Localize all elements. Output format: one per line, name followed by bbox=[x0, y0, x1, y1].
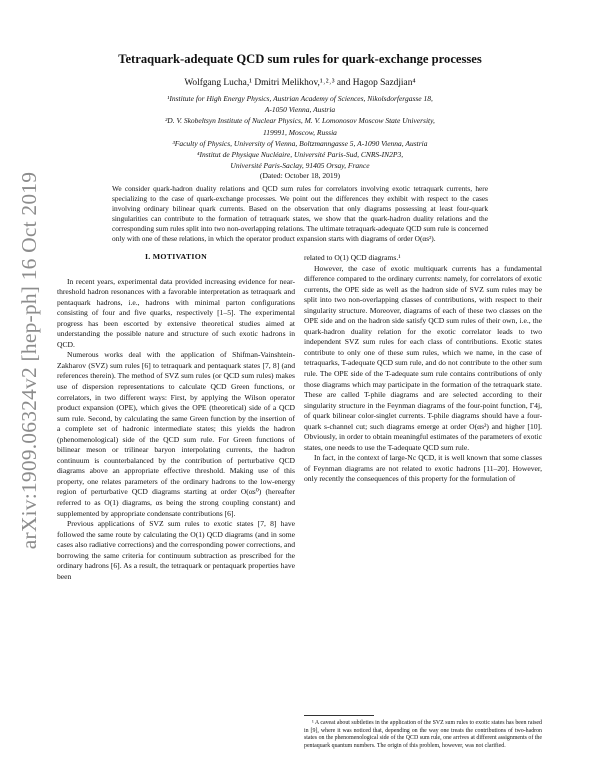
body-paragraph: Numerous works deal with the application of Shifman-Vainshtein-Zakharov (SVZ) sum rules [6] to tetraquark and pentaquark states [7, 8] (and references therein). The method of SVZ sum rules (or QCD sum rules) makes use of dispersion representations to calculate QCD Green functions, or correlators, in two different ways: First, by applying the Wilson operator product expansion (OPE), which gives the OPE (theoretical) side of a QCD sum rule. Second, by calculating the same Green function by the insertion of a complete set of hadronic intermediate states; this yields the hadron (phenomenological) side of the QCD sum rule. For Green functions of bilinear meson or trilinear baryon interpolating currents, the hadron continuum is counterbalanced by the contribution of perturbative QCD diagrams above an appropriate effective threshold. Making use of this property, one relates parameters of the ordinary hadrons to the low-energy region of perturbative QCD diagrams starting at order O(αs⁰) (hereafter referred to as O(1) diagrams, αs being the strong coupling constant) and supplemented by appropriate condensate contributions [6]. bbox=[57, 350, 295, 518]
affiliation-line: Université Paris-Saclay, 91405 Orsay, France bbox=[230, 161, 370, 171]
date-line: (Dated: October 18, 2019) bbox=[259, 171, 341, 181]
left-column bbox=[57, 252, 295, 582]
right-column bbox=[304, 253, 542, 485]
affiliation-line: ²D. V. Skobeltsyn Institute of Nuclear Physics, M. V. Lomonosov Moscow State University, bbox=[165, 116, 435, 126]
body-paragraph: However, the case of exotic multiquark currents has a fundamental difference compared to the ordinary currents: namely, for correlators of exotic currents, the OPE side as well as the hadron side of SVZ sum rules may be split into two non-overlapping classes of contributions, with respect to their singularity structure. Moreover, diagrams of each of these two classes on the OPE side and on the hadron side satisfy QCD sum rules of their own, i.e., the quark-hadron duality relation for the exotic correlator leads to two independent SVZ sum rules for each class of contributions. Exotic states contribute to only one of these sum rules, which we name, in the case of tetraquarks, T-adequate QCD sum rule, and do not contribute to the other sum rule. The OPE side of the T-adequate sum rule contains contributions of only those diagrams which may participate in the formation of the tetraquark state. These are called T-phile diagrams and are selected according to their singularity structure in the Feynman diagrams of the four-point function, Γ4j, of quark bilinear color-singlet currents. T-phile diagrams should have a four-quark s-channel cut; such diagrams emerge at order O(αs²) and higher [10]. Obviously, in order to obtain meaningful estimates of the parameters of exotic states, one needs to use the T-adequate QCD sum rule. bbox=[304, 263, 542, 452]
footnote: ¹ A caveat about subtleties in the application of the SVZ sum rules to exotic states has been raised in [9], where it was noticed that, depending on the way one treats the contributions of two-hadron states on the phenomenological side of the QCD sum rule, one arrives at different assignments of the pentaquark quantum numbers. The origin of this problem, however, was not clarified. bbox=[304, 720, 542, 749]
affiliation-line: A-1050 Vienna, Austria bbox=[264, 105, 336, 115]
section-heading: I. MOTIVATION bbox=[144, 252, 208, 261]
author-list: Wolfgang Lucha,¹ Dmitri Melikhov,¹˒²˒³ and Hagop Sazdjian⁴ bbox=[184, 78, 416, 88]
affiliation-line: ³Faculty of Physics, University of Vienna, Boltzmanngasse 5, A-1090 Vienna, Austria bbox=[172, 138, 428, 148]
paper-title: Tetraquark-adequate QCD sum rules for quark-exchange processes bbox=[118, 52, 482, 66]
body-paragraph: Previous applications of SVZ sum rules to exotic states [7, 8] have followed the same route by calculating the O(1) QCD diagrams (and in some cases also radiative corrections) and the corresponding power corrections, and borrowing the same criteria for continuum subtraction as prescribed for the ordinary hadrons [6]. As a result, the tetraquark or pentaquark properties have been bbox=[57, 519, 295, 581]
body-paragraph: related to O(1) QCD diagrams.¹ bbox=[304, 253, 401, 262]
arxiv-identifier-text: arXiv:1909.06324v2 [hep-ph] 16 Oct 2019 bbox=[17, 171, 42, 549]
affiliation-line: 119991, Moscow, Russia bbox=[263, 127, 337, 137]
affiliation-line: ¹Institute for High Energy Physics, Austrian Academy of Sciences, Nikolsdorfergasse 18, bbox=[167, 94, 433, 103]
arxiv-identifier-stamp bbox=[14, 145, 46, 575]
body-paragraph: In recent years, experimental data provided increasing evidence for near-threshold hadron resonances with a favorable interpretation as tetraquark and pentaquark hadrons, i.e., hadrons with minimal parton configurations consisting of four and five quarks, respectively [1–5]. The experimental progress has been escorted by extensive theoretical studies aimed at understanding the possible nature and structure of such exotic hadrons in QCD. bbox=[57, 276, 295, 349]
affiliation-line: ⁴Institut de Physique Nucléaire, Université Paris-Sud, CNRS-IN2P3, bbox=[196, 150, 404, 160]
body-paragraph: In fact, in the context of large-Nc QCD, it is well known that some classes of Feynman diagrams are not related to exotic hadrons [11–20]. However, only recently the consequences of this property for the formulation of bbox=[304, 453, 542, 484]
affiliations bbox=[60, 93, 540, 171]
paper-header bbox=[60, 52, 540, 181]
abstract: We consider quark-hadron duality relations and QCD sum rules for correlators involving exotic tetraquark currents, here specializing to the case of quark-exchange processes. We point out the differences they exhibit with respect to the cases involving ordinary bilinear quark currents. Based on the observation that only diagrams possessing at least four-quark singularities can contribute to the formation of tetraquark states, we show that the quark-hadron duality relations and the corresponding sum rules split into two non-overlapping relations. The ultimate tetraquark-adequate QCD sum rule is concerned only with one of these relations, in which the operator product expansion starts with diagrams of order O(αs²). bbox=[112, 184, 488, 244]
footnote-rule bbox=[304, 715, 374, 716]
